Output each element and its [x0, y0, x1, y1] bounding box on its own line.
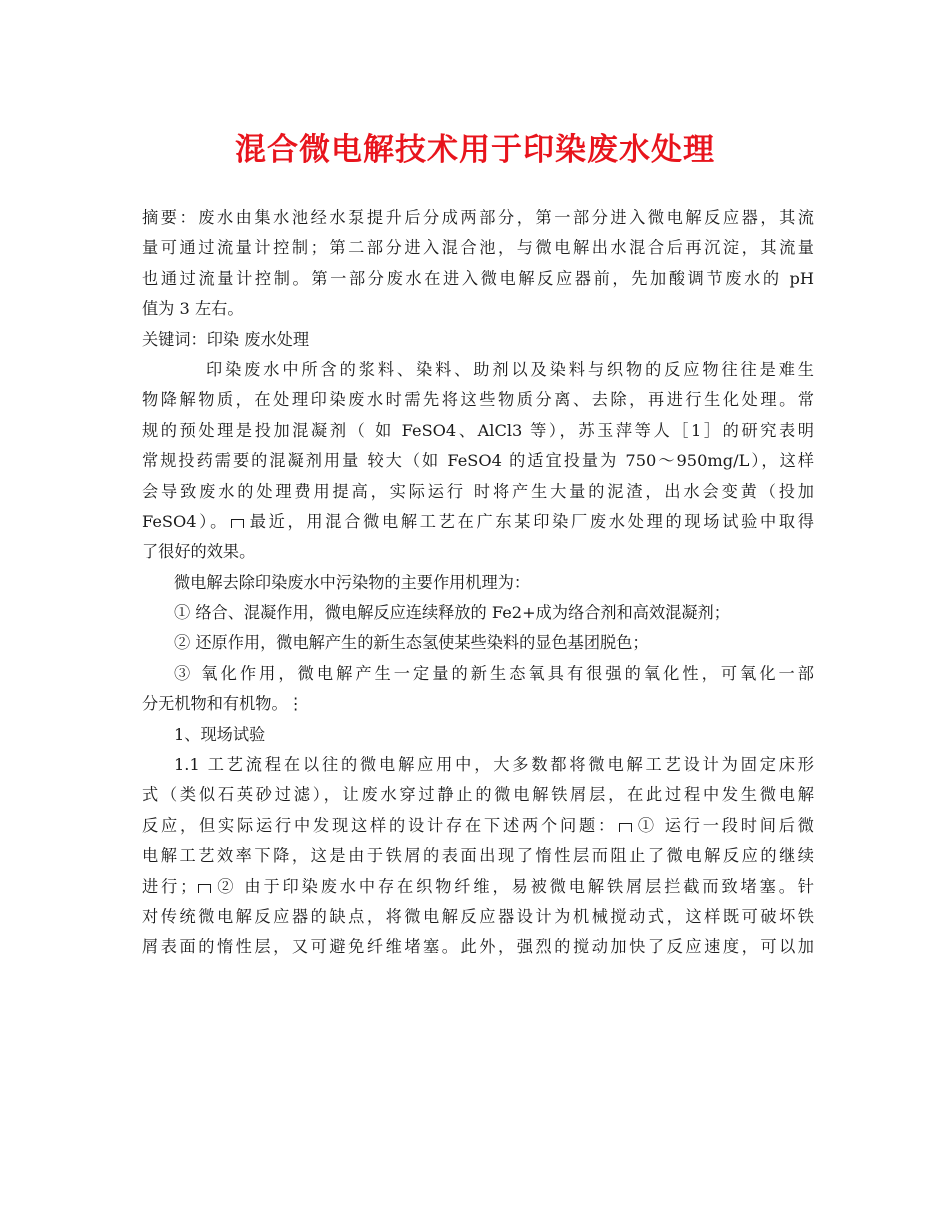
- intro-line: 印染废水中所含的浆料、染料、助剂以及染料与织物的反应物往往是难生: [206, 359, 814, 379]
- section-line: [142, 811, 814, 841]
- keywords-line: 关键词：印染 废水处理: [142, 329, 310, 349]
- section-line: [142, 872, 814, 902]
- section-line-part: 反应，但实际运行中发现这样的设计存在下述两个问题：: [142, 815, 618, 835]
- document-body: [142, 203, 814, 963]
- section-line-part: ① 运行一段时间后微: [635, 815, 814, 835]
- section-line: 式（类似石英砂过滤），让废水穿过静止的微电解铁屑层，在此过程中发生微电解: [142, 785, 814, 805]
- document-title: 混合微电解技术用于印染废水处理: [235, 132, 715, 168]
- mechanism-item: ② 还原作用，微电解产生的新生态氢使某些染料的显色基团脱色；: [174, 633, 649, 653]
- intro-line: 了很好的效果。: [142, 542, 256, 562]
- mechanism-heading: 微电解去除印染废水中污染物的主要作用机理为：: [174, 572, 531, 592]
- mechanism-item: ③ 氧化作用，微电解产生一定量的新生态氧具有很强的氧化性，可氧化一部: [174, 663, 814, 683]
- intro-line: 常规投药需要的混凝剂用量 较大（如 FeSO4 的适宜投量为 750～950mg/L），这样: [142, 451, 814, 471]
- intro-line: 物降解物质，在处理印染废水时需先将这些物质分离、去除，再进行生化处理。常: [142, 390, 814, 410]
- section-line-part: ② 由于印染废水中存在织物纤维，易被微电解铁屑层拦截而致堵塞。针: [214, 876, 814, 896]
- section-line: 对传统微电解反应器的缺点，将微电解反应器设计为机械搅动式，这样既可破坏铁: [142, 906, 814, 926]
- abstract-line: 值为 3 左右。: [142, 299, 244, 319]
- abstract-line: 摘要：废水由集水池经水泵提升后分成两部分，第一部分进入微电解反应器，其流: [142, 208, 814, 227]
- section-line: 电解工艺效率下降，这是由于铁屑的表面出现了惰性层而阻止了微电解反应的继续: [142, 846, 814, 866]
- mechanism-item: ① 络合、混凝作用，微电解反应连续释放的 Fe2+成为络合剂和高效混凝剂；: [174, 603, 730, 623]
- intro-line-part: 最近，用混合微电解工艺在广东某印染厂废水处理的现场试验中取得: [247, 511, 814, 531]
- section-line: 1.1 工艺流程在以往的微电解应用中，大多数都将微电解工艺设计为固定床形: [174, 755, 814, 775]
- section-heading: 1、现场试验: [174, 724, 266, 744]
- line-break-mark-icon: [619, 823, 632, 832]
- section-line: 屑表面的惰性层，又可避免纤维堵塞。此外，强烈的搅动加快了反应速度，可以加: [142, 937, 814, 957]
- intro-line-part: FeSO4）。: [142, 511, 229, 531]
- intro-line: 规的预处理是投加混凝剂（ 如 FeSO4、AlCl3 等），苏玉萍等人［1］的研究表明: [142, 420, 814, 440]
- line-break-mark-icon: [198, 884, 211, 893]
- intro-line: 会导致废水的处理费用提高，实际运行 时将产生大量的泥渣，出水会变黄（投加: [142, 481, 814, 501]
- intro-line: [142, 507, 814, 537]
- abstract-line: 也通过流量计控制。第一部分废水在进入微电解反应器前，先加酸调节废水的 pH: [142, 268, 814, 288]
- mechanism-item-continuation: 分无机物和有机物。⋮: [142, 694, 304, 714]
- abstract-line: 量可通过流量计控制；第二部分进入混合池，与微电解出水混合后再沉淀，其流量: [142, 238, 814, 258]
- section-line-part: 进行；: [142, 876, 197, 896]
- line-break-mark-icon: [231, 519, 244, 528]
